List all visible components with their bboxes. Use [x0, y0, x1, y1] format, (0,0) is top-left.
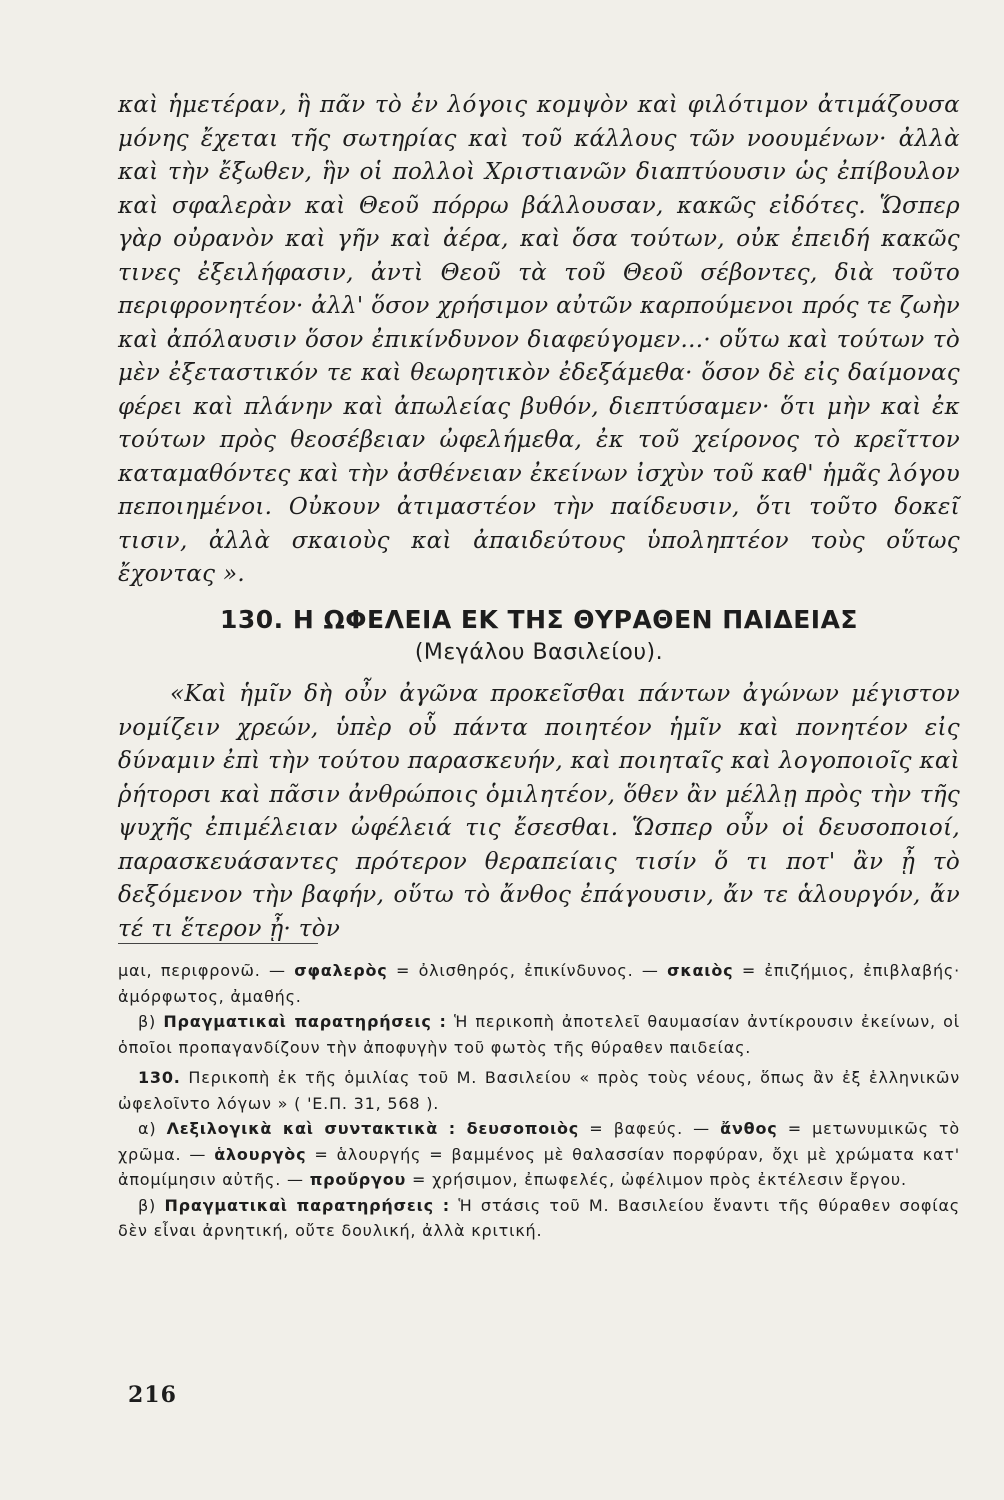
paragraph: «Καὶ ἡμῖν δὴ οὖν ἀγῶνα προκεῖσθαι πάντων ἀγώνων μέγιστον νομίζειν χρεών, ὑπὲρ οὗ πάντα ποιητέον ἡμῖν καὶ πονητέον εἰς δύναμιν ἐπὶ τὴν τούτου παρασκευήν, καὶ ποιηταῖς καὶ λογοποιοῖς καὶ ῥήτορσι καὶ πᾶσιν ἀνθρώποις ὁμιλητέον, ὅθεν ἂν μέλλῃ πρὸς τὴν τῆς ψυχῆς ἐπιμέλειαν ὠφέλειά τις ἔσεσθαι. Ὥσπερ οὖν οἱ δευσοποιοί, παρασκευάσαντες πρότερον θεραπείαις τισίν ὅ τι ποτ' ἂν ᾖ τὸ δεξόμενον τὴν βαφήν, οὕτω τὸ ἄνθος ἐπάγουσιν, ἄν τε ἁλουργόν, ἄν τέ τι ἕτερον ᾖ· τὸν — [118, 681, 960, 942]
footnote-text: α) — [138, 1119, 167, 1138]
footnote-text: = χρήσιμον, ἐπωφελές, ὠφέλιμον πρὸς ἐκτέλεσιν ἔργου. — [406, 1170, 907, 1189]
footnote-term: σκαιὸς — [667, 961, 734, 980]
footnote-term: Λεξιλογικὰ καὶ συντακτικὰ : δευσοποιὸς — [166, 1119, 580, 1138]
footnote-text: = βαφεύς. — — [579, 1119, 721, 1138]
footnote-text: β) — [138, 1012, 164, 1031]
paragraph: καὶ ἡμετέραν, ἣ πᾶν τὸ ἐν λόγοις κομψὸν καὶ φιλότιμον ἀτιμάζουσα μόνης ἔχεται τῆς σωτηρίας καὶ τοῦ κάλλους τῶν νοουμένων· ἀλλὰ καὶ τὴν ἔξωθεν, ἣν οἱ πολλοὶ Χριστιανῶν διαπτύουσιν ὡς ἐπίβουλον καὶ σφαλερὰν καὶ Θεοῦ πόρρω βάλλουσαν, κακῶς εἰδότες. Ὥσπερ γὰρ οὐρανὸν καὶ γῆν καὶ ἀέρα, καὶ ὅσα τούτων, οὐκ ἐπειδή κακῶς τινες ἐξειλήφασιν, ἀντὶ Θεοῦ τὰ τοῦ Θεοῦ σέβοντες, διὰ τοῦτο περιφρονητέον· ἀλλ' ὅσον χρήσιμον αὐτῶν καρπούμενοι πρός τε ζωὴν καὶ ἀπόλαυσιν ὅσον ἐπικίνδυνον διαφεύγομεν...· οὕτω καὶ τούτων τὸ μὲν ἐξεταστικόν τε καὶ θεωρητικὸν ἐδεξάμεθα· ὅσον δὲ εἰς δαίμονας φέρει καὶ πλάνην καὶ ἀπωλείας βυθόν, διεπτύσαμεν· ὅτι μὴν καὶ ἐκ τούτων πρὸς θεοσέβειαν ὠφελήμεθα, ἐκ τοῦ χείρονος τὸ κρεῖττον καταμαθόντες καὶ τὴν ἀσθένειαν ἐκείνων ἰσχὺν τοῦ καθ' ἡμᾶς λόγου πεποιημένοι. Οὐκουν ἀτιμαστέον τὴν παίδευσιν, ὅτι τοῦτο δοκεῖ τισιν, ἀλλὰ σκαιοὺς καὶ ἀπαιδεύτους ὑποληπτέον τοὺς οὕτως ἔχοντας ». — [118, 92, 960, 587]
footnotes — [118, 958, 960, 1244]
footnote-divider — [118, 943, 318, 944]
footnote-text: = ὀλισθηρός, ἐπικίνδυνος. — — [387, 961, 668, 980]
footnote — [118, 1193, 960, 1244]
main-text-continued — [118, 89, 960, 592]
footnote-text: Ἡ περικοπὴ ἀποτελεῖ θαυμασίαν ἀντίκρουσιν ἐκείνων, οἱ ὁποῖοι προπαγανδίζουν τὴν ἀποφυγὴν τοῦ φωτὸς τῆς θύραθεν παιδείας. — [118, 1012, 960, 1057]
footnote-term: σφαλερὸς — [294, 961, 388, 980]
footnote-text: β) — [138, 1195, 165, 1215]
footnote — [118, 1009, 960, 1060]
footnote-term: προὔργου — [309, 1170, 407, 1189]
footnote — [118, 1065, 960, 1116]
footnote — [118, 958, 960, 1009]
footnote-text: = μετωνυμικῶς τὸ χρῶμα. — — [118, 1119, 960, 1164]
main-text-section-130 — [118, 678, 960, 946]
footnote-text: Ἡ στάσις τοῦ Μ. Βασιλείου ἔναντι τῆς θύραθεν σοφίας δὲν εἶναι ἀρνητική, οὔτε δουλική, ἀλλὰ κριτική. — [118, 1195, 960, 1240]
footnote-text: = ἐπιζήμιος, ἐπιβλαβής· ἀμόρφωτος, ἀμαθής. — [118, 961, 960, 1006]
footnote-term: Πραγματικαὶ παρατηρήσεις : — [163, 1012, 447, 1031]
section-heading: 130. Η ΩΦΕΛΕΙΑ ΕΚ ΤΗΣ ΘΥΡΑΘΕΝ ΠΑΙΔΕΙΑΣ — [220, 605, 858, 634]
footnote-text: = ἁλουργής = βαμμένος μὲ θαλασσίαν πορφύραν, ὄχι μὲ χρώματα κατ' ἀπομίμησιν αὐτῆς. — — [118, 1144, 960, 1189]
footnote-term: Πραγματικαὶ παρατηρήσεις : — [164, 1195, 450, 1215]
section-subheading: (Μεγάλου Βασιλείου). — [414, 640, 664, 665]
footnote-text: μαι, περιφρονῶ. — — [118, 961, 295, 980]
footnote-text: Περικοπὴ ἐκ τῆς ὁμιλίας τοῦ Μ. Βασιλείου « πρὸς τοὺς νέους, ὅπως ἂν ἐξ ἑλληνικῶν ὠφελοῖντο λόγων » ( 'Ε.Π. 31, 568 ). — [118, 1068, 960, 1113]
footnote-term: 130. — [138, 1068, 181, 1087]
footnote-term: ἄνθος — [720, 1119, 778, 1138]
footnote — [118, 1116, 960, 1193]
footnote-term: ἁλουργὸς — [214, 1144, 307, 1164]
page-number: 216 — [128, 1382, 177, 1408]
